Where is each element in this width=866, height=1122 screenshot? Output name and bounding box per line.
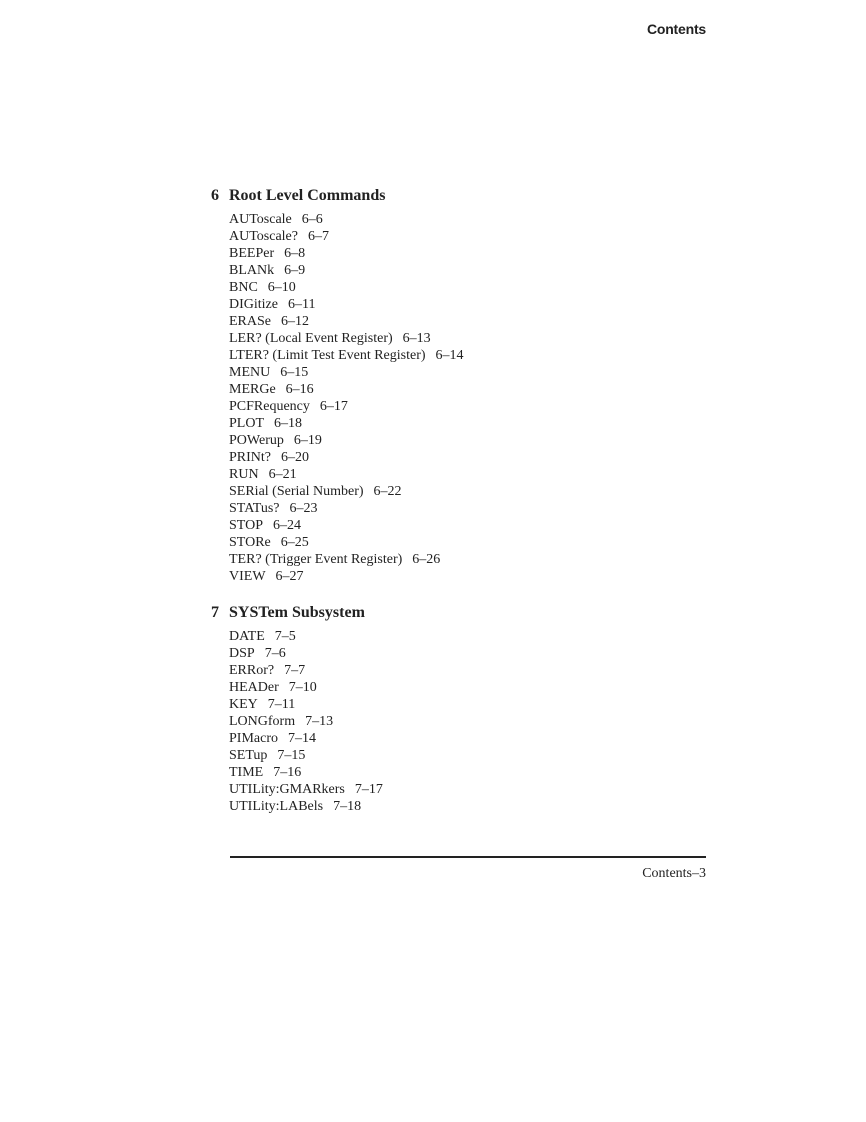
- toc-entry[interactable]: [229, 449, 464, 466]
- toc-entry-list: [229, 211, 464, 585]
- toc-entry-page: 6–26: [412, 552, 441, 567]
- toc-entry-page: 6–6: [301, 212, 323, 227]
- toc-entry[interactable]: [229, 645, 383, 662]
- toc-entry-label: BLANk: [229, 263, 275, 278]
- toc-entry-page: 6–9: [284, 263, 306, 278]
- chapter-title: SYSTem Subsystem: [229, 604, 365, 621]
- toc-entry[interactable]: [229, 517, 464, 534]
- toc-entry-page: 7–10: [288, 680, 317, 695]
- toc-entry-page: 6–27: [275, 569, 304, 584]
- toc-entry-label: HEADer: [229, 680, 279, 695]
- toc-entry[interactable]: [229, 432, 464, 449]
- toc-entry-page: 6–12: [281, 314, 309, 329]
- toc-entry-label: PLOT: [229, 416, 264, 431]
- toc-entry-page: 7–17: [354, 782, 383, 797]
- toc-entry[interactable]: [229, 798, 383, 815]
- toc-entry-page: 7–7: [284, 663, 306, 678]
- toc-entry[interactable]: [229, 500, 464, 517]
- toc-entry[interactable]: [229, 245, 464, 262]
- toc-entry[interactable]: [229, 483, 464, 500]
- toc-entry[interactable]: [229, 262, 464, 279]
- toc-entry-page: 6–24: [272, 518, 301, 533]
- toc-entry-page: 6–18: [274, 416, 302, 431]
- toc-entry-label: SERial (Serial Number): [229, 484, 364, 499]
- toc-entry-page: 6–19: [293, 433, 322, 448]
- toc-entry[interactable]: [229, 296, 464, 313]
- toc-entry-label: MENU: [229, 365, 271, 380]
- toc-entry-page: 7–6: [264, 646, 286, 661]
- toc-entry[interactable]: [229, 628, 383, 645]
- toc-entry[interactable]: [229, 764, 383, 781]
- toc-entry-page: 7–11: [267, 697, 296, 712]
- toc-entry[interactable]: [229, 313, 464, 330]
- toc-entry-label: STATus?: [229, 501, 280, 516]
- toc-entry-label: ERRor?: [229, 663, 275, 678]
- toc-entry-label: VIEW: [229, 569, 266, 584]
- toc-entry-page: 6–14: [435, 348, 464, 363]
- toc-entry-page: 7–18: [333, 799, 362, 814]
- toc-entry-page: 7–15: [277, 748, 306, 763]
- chapter-7-section: [211, 602, 383, 815]
- toc-entry[interactable]: [229, 662, 383, 679]
- toc-entry[interactable]: [229, 730, 383, 747]
- toc-entry-label: DIGitize: [229, 297, 278, 312]
- toc-entry-page: 6–15: [280, 365, 309, 380]
- toc-entry-label: SETup: [229, 748, 268, 763]
- toc-entry[interactable]: [229, 466, 464, 483]
- toc-entry-label: TER? (Trigger Event Register): [229, 552, 403, 567]
- toc-entry-label: PRINt?: [229, 450, 271, 465]
- toc-entry-label: AUToscale: [229, 212, 292, 227]
- toc-entry-label: RUN: [229, 467, 259, 482]
- toc-entry[interactable]: [229, 551, 464, 568]
- toc-entry-label: LONGform: [229, 714, 296, 729]
- toc-entry-page: 6–10: [267, 280, 296, 295]
- toc-entry-page: 7–14: [288, 731, 316, 746]
- toc-entry-page: 6–13: [402, 331, 431, 346]
- toc-entry-label: POWerup: [229, 433, 284, 448]
- toc-entry-label: ERASe: [229, 314, 271, 329]
- toc-entry-label: PIMacro: [229, 731, 278, 746]
- toc-entry-page: 6–17: [319, 399, 348, 414]
- toc-entry-page: 6–11: [287, 297, 316, 312]
- toc-entry[interactable]: [229, 747, 383, 764]
- toc-entry-label: LTER? (Limit Test Event Register): [229, 348, 426, 363]
- toc-entry-label: TIME: [229, 765, 264, 780]
- chapter-number: 7: [211, 604, 219, 621]
- toc-entry-label: STOP: [229, 518, 263, 533]
- toc-entry-page: 6–25: [280, 535, 309, 550]
- toc-entry-label: LER? (Local Event Register): [229, 331, 393, 346]
- toc-entry[interactable]: [229, 713, 383, 730]
- toc-entry-label: UTILity:GMARkers: [229, 782, 345, 797]
- toc-entry-page: 6–8: [284, 246, 306, 261]
- chapter-heading: [211, 602, 383, 624]
- toc-entry-label: DATE: [229, 629, 265, 644]
- toc-entry[interactable]: [229, 534, 464, 551]
- toc-entry-label: DSP: [229, 646, 255, 661]
- toc-entry-label: STORe: [229, 535, 271, 550]
- toc-entry-page: 7–13: [305, 714, 334, 729]
- toc-entry-page: 6–20: [281, 450, 309, 465]
- toc-entry[interactable]: [229, 696, 383, 713]
- toc-entry-label: PCFRequency: [229, 399, 310, 414]
- toc-entry-label: BNC: [229, 280, 258, 295]
- toc-entry[interactable]: [229, 381, 464, 398]
- chapter-number: 6: [211, 187, 219, 204]
- toc-entry-label: MERGe: [229, 382, 276, 397]
- toc-entry[interactable]: [229, 568, 464, 585]
- toc-entry[interactable]: [229, 279, 464, 296]
- toc-entry-page: 6–16: [285, 382, 314, 397]
- toc-entry-label: KEY: [229, 697, 258, 712]
- toc-entry[interactable]: [229, 347, 464, 364]
- page-number: Contents–3: [642, 866, 706, 881]
- toc-entry-page: 6–23: [289, 501, 318, 516]
- chapter-heading: [211, 185, 464, 207]
- toc-entry-page: 7–5: [274, 629, 296, 644]
- toc-entry-list: [229, 628, 383, 815]
- toc-entry[interactable]: [229, 364, 464, 381]
- toc-entry[interactable]: [229, 398, 464, 415]
- toc-entry[interactable]: [229, 211, 464, 228]
- toc-entry-label: UTILity:LABels: [229, 799, 324, 814]
- chapter-6-section: [211, 185, 464, 585]
- toc-entry-page: 6–7: [308, 229, 329, 244]
- toc-entry-label: AUToscale?: [229, 229, 298, 244]
- chapter-title: Root Level Commands: [229, 187, 386, 204]
- footer-divider: [230, 856, 706, 858]
- toc-entry-page: 6–21: [268, 467, 297, 482]
- toc-entry[interactable]: [229, 679, 383, 696]
- toc-entry-page: 7–16: [273, 765, 302, 780]
- toc-entry[interactable]: [229, 781, 383, 798]
- toc-entry-label: BEEPer: [229, 246, 275, 261]
- toc-entry[interactable]: [229, 330, 464, 347]
- toc-entry-page: 6–22: [373, 484, 402, 499]
- running-header: Contents: [646, 21, 706, 37]
- toc-entry[interactable]: [229, 228, 464, 245]
- toc-entry[interactable]: [229, 415, 464, 432]
